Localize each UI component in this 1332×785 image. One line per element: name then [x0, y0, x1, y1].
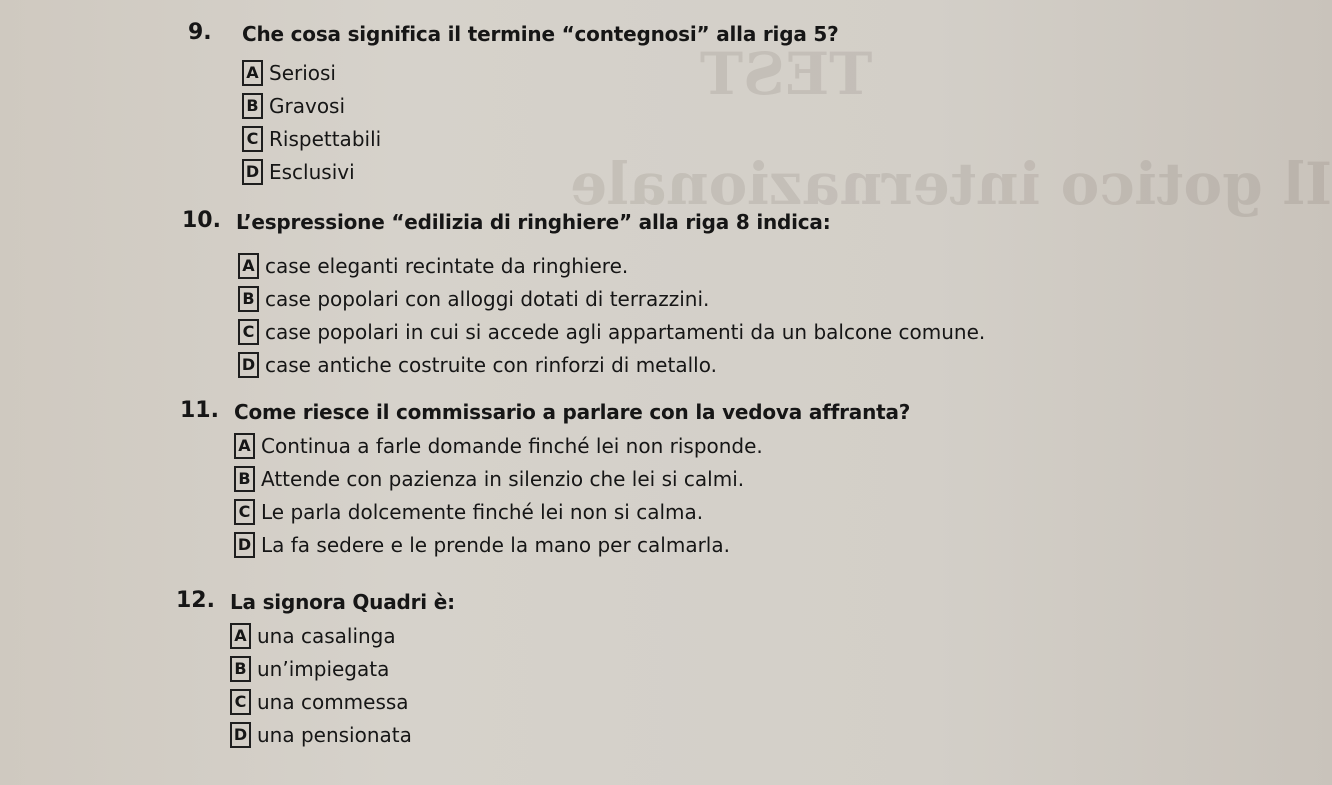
option-text: una commessa: [257, 689, 409, 714]
option-letter: B: [230, 656, 251, 682]
question-text: Che cosa significa il termine “contegnosi” alla riga 5?: [242, 22, 839, 46]
option-text: La fa sedere e le prende la mano per calmarla.: [261, 532, 730, 557]
option-d[interactable]: [230, 718, 412, 751]
option-c[interactable]: [234, 495, 763, 528]
option-text: Esclusivi: [269, 159, 355, 184]
question-text: La signora Quadri è:: [230, 590, 455, 614]
option-letter: B: [234, 466, 255, 492]
option-letter: A: [230, 623, 251, 649]
option-text: Rispettabili: [269, 126, 382, 151]
option-text: un’impiegata: [257, 656, 390, 681]
option-letter: B: [242, 93, 263, 119]
option-c[interactable]: [238, 315, 985, 348]
option-letter: C: [230, 689, 251, 715]
option-letter: A: [234, 433, 255, 459]
bleed-through-heading-test: TEST: [700, 40, 873, 108]
option-text: case eleganti recintate da ringhiere.: [265, 253, 629, 278]
option-text: case popolari in cui si accede agli appartamenti da un balcone comune.: [265, 319, 986, 344]
option-text: Seriosi: [269, 60, 336, 85]
option-text: Le parla dolcemente finché lei non si calma.: [261, 499, 704, 524]
question-number: 10.: [182, 208, 221, 233]
options-list: [242, 56, 381, 188]
option-d[interactable]: [242, 155, 381, 188]
question-number: 9.: [188, 20, 212, 45]
option-b[interactable]: [234, 462, 763, 495]
option-letter: C: [234, 499, 255, 525]
option-letter: D: [234, 532, 255, 558]
option-letter: B: [238, 286, 259, 312]
option-a[interactable]: [242, 56, 381, 89]
question-text: L’espressione “edilizia di ringhiere” alla riga 8 indica:: [236, 210, 831, 234]
options-list: [238, 249, 985, 381]
option-letter: C: [238, 319, 259, 345]
option-letter: C: [242, 126, 263, 152]
option-text: case popolari con alloggi dotati di terrazzini.: [265, 286, 710, 311]
option-text: Attende con pazienza in silenzio che lei si calmi.: [261, 466, 745, 491]
question-text: Come riesce il commissario a parlare con la vedova affranta?: [234, 400, 911, 424]
option-d[interactable]: [238, 348, 985, 381]
option-letter: A: [238, 253, 259, 279]
option-b[interactable]: [242, 89, 381, 122]
option-text: case antiche costruite con rinforzi di metallo.: [265, 352, 717, 377]
option-c[interactable]: [242, 122, 381, 155]
option-letter: D: [242, 159, 263, 185]
option-b[interactable]: [230, 652, 412, 685]
option-letter: D: [230, 722, 251, 748]
option-text: una casalinga: [257, 623, 396, 648]
option-a[interactable]: [234, 429, 763, 462]
option-d[interactable]: [234, 528, 763, 561]
option-c[interactable]: [230, 685, 412, 718]
option-text: Gravosi: [269, 93, 346, 118]
bleed-through-heading-gotico: Il gotico internazionale: [570, 150, 1332, 218]
option-text: una pensionata: [257, 722, 412, 747]
options-list: [230, 619, 412, 751]
option-a[interactable]: [230, 619, 412, 652]
option-letter: A: [242, 60, 263, 86]
question-number: 11.: [180, 398, 219, 423]
options-list: [234, 429, 763, 561]
question-number: 12.: [176, 588, 215, 613]
option-text: Continua a farle domande finché lei non risponde.: [261, 433, 763, 458]
option-a[interactable]: [238, 249, 985, 282]
option-letter: D: [238, 352, 259, 378]
option-b[interactable]: [238, 282, 985, 315]
